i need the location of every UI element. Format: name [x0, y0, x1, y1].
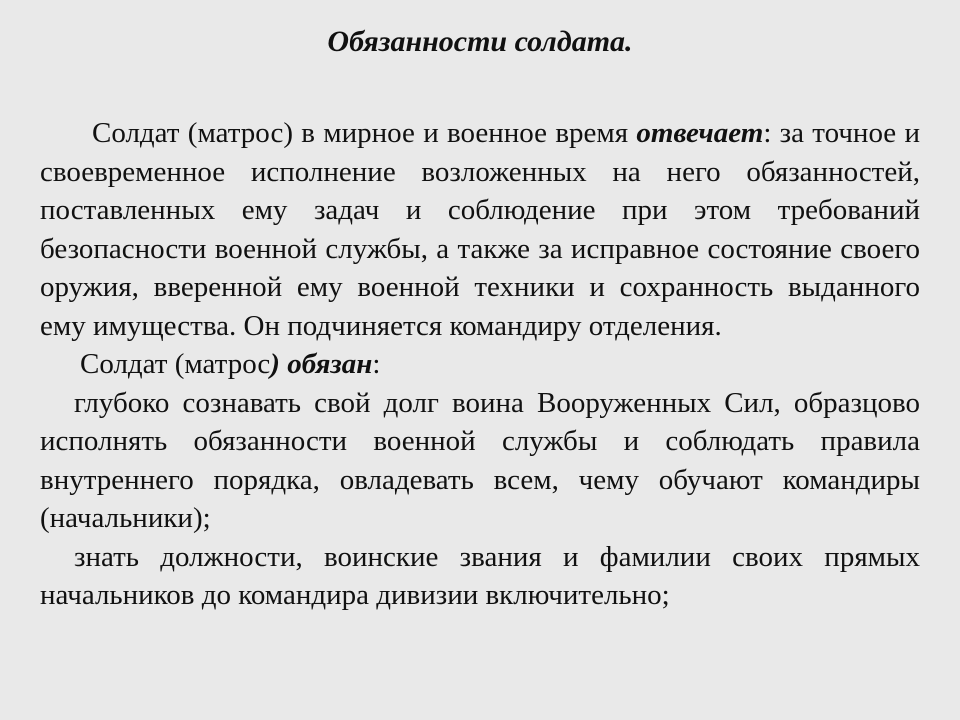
- paragraph-responsibility-tail: : за точное и своевременное исполнение возложенных на него обязанностей, поставленных ему задач и соблюдение при этом требований безопасности военной службы, а также за исправное состояние своего оружия, вверенной ему военной техники и сохранность выданного ему имущества. Он подчиняется командиру отделения.: [40, 117, 920, 342]
- paragraph-responsibility-lead: Солдат (матрос) в мирное и военное время: [92, 117, 637, 149]
- paragraph-duty-2: знать должности, воинские звания и фамилии своих прямых начальников до командира дивизии включительно;: [40, 540, 920, 611]
- paragraph-duty-1: глубоко сознавать свой долг воина Вооруженных Сил, образцово исполнять обязанности военной службы и соблюдать правила внутреннего порядка, овладевать всем, чему обучают командиры (начальники);: [40, 386, 920, 534]
- slide-body: [40, 114, 920, 615]
- paragraph-responsibility-emphasis: отвечает: [636, 117, 764, 149]
- paragraph-obligation-lead: Солдат (матрос: [80, 348, 271, 380]
- paragraph-obligation-emphasis: ) обязан: [270, 348, 373, 380]
- slide-title: Обязанности солдата.: [327, 25, 633, 58]
- paragraph-obligation-intro: [40, 345, 920, 384]
- paragraph-obligation-tail: :: [372, 348, 381, 380]
- paragraph-responsibility: [40, 114, 920, 345]
